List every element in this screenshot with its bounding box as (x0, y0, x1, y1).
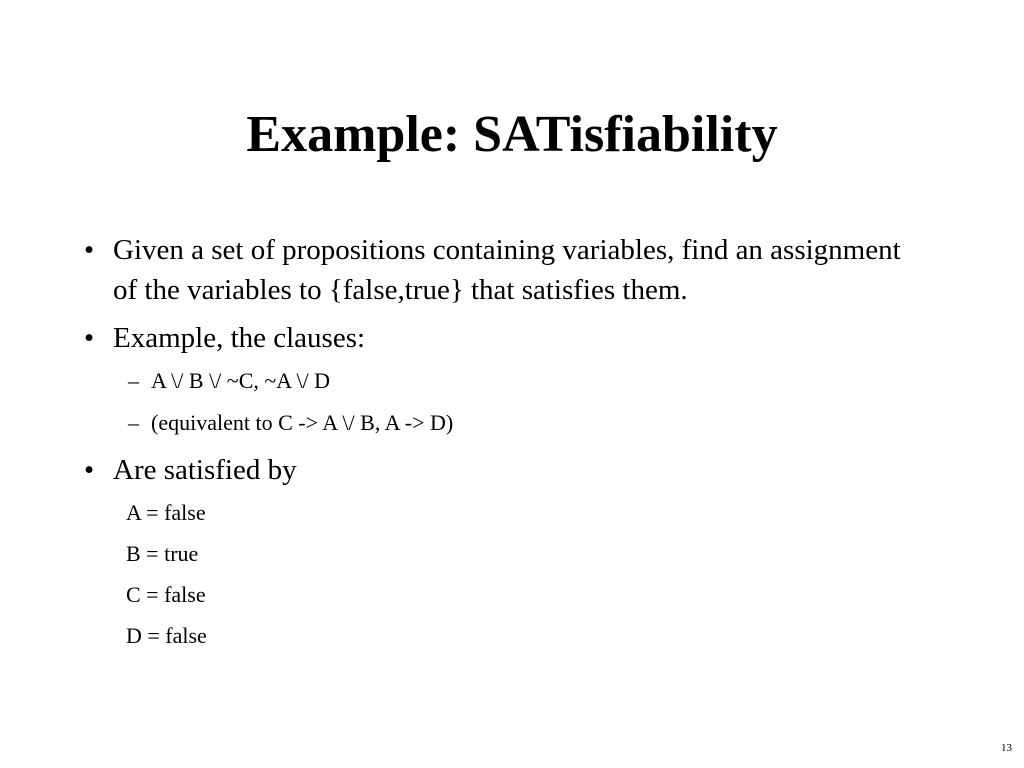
bullet-icon: • (84, 322, 95, 354)
sub-bullet-item (84, 366, 904, 396)
slide-body (84, 230, 904, 662)
sub-bullet-item (84, 408, 904, 438)
assignment-line: D = false (126, 623, 207, 648)
assignment-line: A = false (126, 500, 206, 525)
bullet-text: Example, the clauses: (113, 322, 366, 354)
dash-icon: – (128, 368, 139, 393)
bullet-icon: • (84, 454, 95, 486)
bullet-text: Given a set of propositions containing variables, find an assignment of the variables to {false,true} that satisfies them. (113, 234, 901, 306)
bullet-item (84, 318, 904, 358)
bullet-text: Are satisfied by (113, 454, 297, 486)
bullet-item (84, 230, 904, 310)
dash-icon: – (128, 410, 139, 435)
sub-bullet-text: (equivalent to C -> A \/ B, A -> D) (151, 410, 454, 435)
assignment-line: C = false (126, 582, 206, 607)
page-number: 13 (1001, 742, 1012, 754)
assignment-line: B = true (126, 541, 199, 566)
bullet-icon: • (84, 234, 95, 266)
slide-title: Example: SATisfiability (246, 106, 778, 163)
sub-bullet-text: A \/ B \/ ~C, ~A \/ D (151, 368, 331, 393)
bullet-item (84, 450, 904, 490)
